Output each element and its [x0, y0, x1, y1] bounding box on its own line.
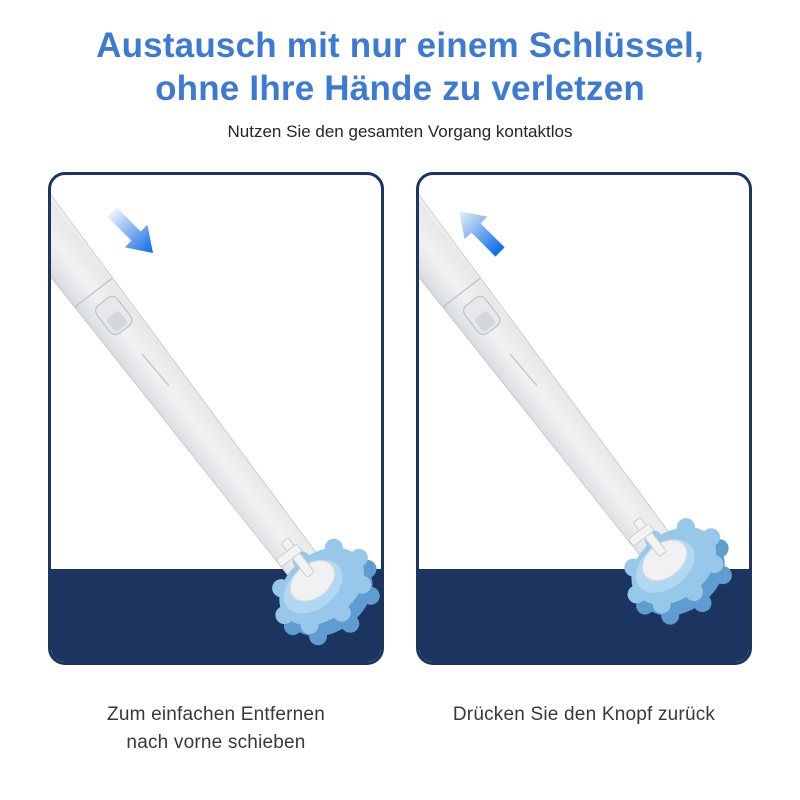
brush-illustration-remove	[51, 175, 381, 662]
caption-push-back	[399, 701, 769, 729]
page-title-line2: ohne Ihre Hände zu verletzen	[155, 69, 645, 108]
page-title	[0, 24, 800, 110]
caption-remove	[31, 701, 401, 757]
page-title-line1: Austausch mit nur einem Schlüssel,	[96, 26, 704, 65]
slide-forward-arrow-icon	[101, 201, 165, 265]
caption-remove-line2: nach vorne schieben	[126, 732, 306, 753]
step-panel-push-back	[416, 172, 752, 665]
page-subtitle: Nutzen Sie den gesamten Vorgang kontaktlos	[227, 122, 573, 141]
brush-illustration-push-back	[419, 175, 749, 662]
caption-push-back-line1: Drücken Sie den Knopf zurück	[452, 704, 716, 725]
step-panel-remove	[48, 172, 384, 665]
caption-remove-line1: Zum einfachen Entfernen	[107, 704, 325, 725]
